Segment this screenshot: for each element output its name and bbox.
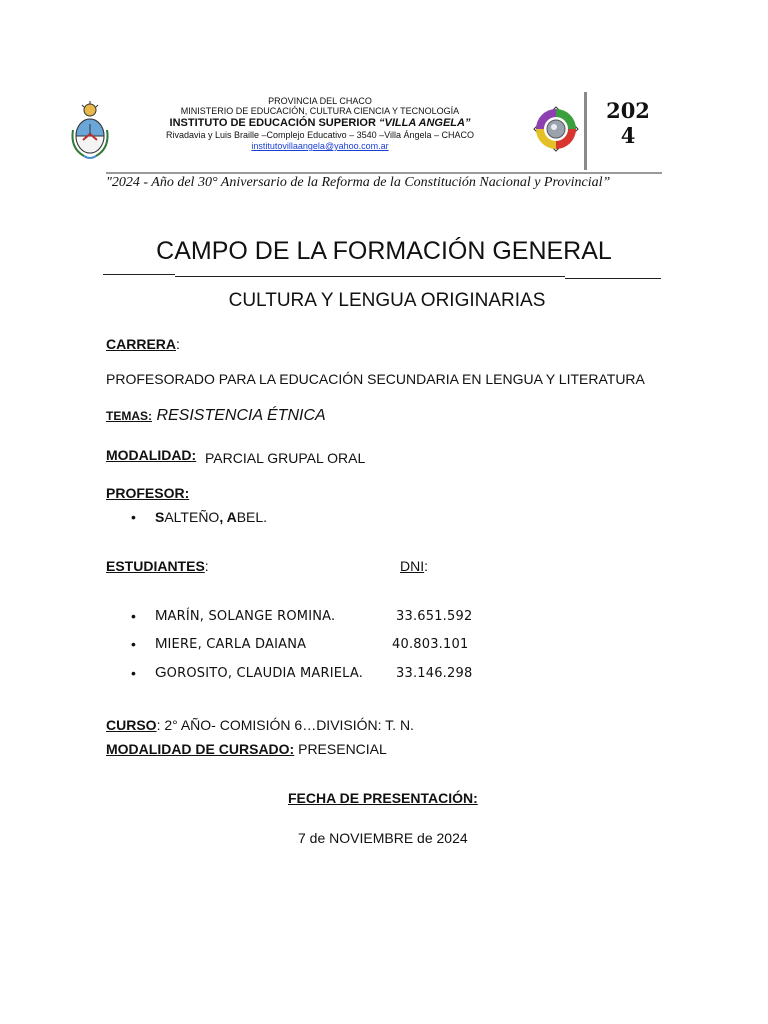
student-dni: 33.651.592: [396, 609, 473, 624]
year-top: 202: [606, 98, 650, 123]
temas-value: RESISTENCIA ÉTNICA: [156, 407, 326, 424]
student-dni: 33.146.298: [396, 666, 473, 681]
header-divider: [106, 172, 662, 174]
header-email-link[interactable]: institutovillaangela@yahoo.com.ar: [251, 141, 389, 151]
fecha-value: 7 de NOVIEMBRE de 2024: [298, 830, 468, 846]
coat-of-arms-icon: [70, 100, 110, 164]
page-title: CAMPO DE LA FORMACIÓN GENERAL: [156, 237, 612, 265]
curso-value: : 2° AÑO- COMISIÓN 6…DIVISIÓN: T. N.: [156, 717, 414, 733]
year-bottom: 4: [620, 123, 636, 148]
modalidad-value: PARCIAL GRUPAL ORAL: [205, 450, 366, 466]
modalidad-cursado-row: [106, 741, 387, 757]
header-address: Rivadavia y Luis Braille –Complejo Educativo – 3540 –Villa Ángela – CHACO: [166, 130, 474, 140]
header-divider-vertical: [584, 92, 587, 170]
header-year: [600, 98, 656, 148]
estudiantes-label: [106, 558, 209, 574]
institute-name: “VILLA ANGELA”: [378, 117, 471, 129]
header-motto: "2024 - Año del 30° Aniversario de la Reforma de la Constitución Nacional y Provincial”: [106, 175, 611, 190]
header-province: PROVINCIA DEL CHACO: [268, 96, 372, 106]
profesor-name-bel: BEL.: [236, 509, 268, 525]
student-bullet: •: [131, 665, 136, 681]
student-bullet: •: [131, 608, 136, 624]
dni-label-text: DNI: [400, 558, 425, 574]
modalidad-label: MODALIDAD:: [106, 447, 197, 463]
estudiantes-sep: :: [204, 558, 209, 574]
carrera-label-text: CARRERA: [106, 336, 176, 352]
profesor-name-s: S: [155, 509, 165, 525]
student-name: [155, 607, 335, 625]
dni-label: [400, 558, 428, 574]
student-rest: OROSITO, CLAUDIA MARIELA.: [166, 666, 364, 681]
dni-sep: :: [424, 558, 429, 574]
profesor-name-alteno: ALTEÑO: [164, 509, 220, 525]
student-name: [155, 664, 363, 682]
student-initial: M: [155, 635, 168, 652]
carrera-value: PROFESORADO PARA LA EDUCACIÓN SECUNDARIA EN LENGUA Y LITERATURA: [106, 371, 645, 387]
institute-logo-icon: [531, 104, 581, 154]
modalidad-cursado-value: PRESENCIAL: [294, 741, 387, 757]
title-underline-2: [175, 276, 565, 277]
student-rest: ARÍN, SOLANGE ROMINA.: [167, 609, 336, 624]
profesor-name: [155, 509, 267, 525]
modalidad-cursado-label: MODALIDAD DE CURSADO:: [106, 741, 295, 757]
header-ministry: MINISTERIO DE EDUCACIÓN, CULTURA CIENCIA Y TECNOLOGÍA: [180, 106, 460, 116]
profesor-label: PROFESOR:: [106, 485, 190, 501]
fecha-label: FECHA DE PRESENTACIÓN:: [288, 790, 478, 806]
student-dni: 40.803.101: [392, 637, 469, 652]
student-name: [155, 635, 306, 653]
profesor-name-comma-a: , A: [219, 509, 237, 525]
student-initial: G: [155, 664, 167, 681]
student-rest: IERE, CARLA DAIANA: [167, 637, 307, 652]
estudiantes-label-text: ESTUDIANTES: [106, 558, 205, 574]
profesor-bullet: •: [131, 509, 136, 525]
temas-row: [106, 407, 326, 425]
student-bullet: •: [131, 636, 136, 652]
student-initial: M: [155, 607, 168, 624]
carrera-sep: :: [176, 336, 180, 352]
title-underline-3: [565, 278, 661, 279]
curso-label: CURSO: [106, 717, 157, 733]
header-institute: [150, 117, 490, 129]
title-underline-1: [103, 274, 175, 275]
carrera-label: [106, 336, 180, 352]
page-subtitle: CULTURA Y LENGUA ORIGINARIAS: [228, 290, 546, 311]
curso-row: [106, 717, 414, 733]
temas-label: TEMAS:: [106, 409, 152, 423]
institute-prefix: INSTITUTO DE EDUCACIÓN SUPERIOR: [169, 117, 379, 129]
